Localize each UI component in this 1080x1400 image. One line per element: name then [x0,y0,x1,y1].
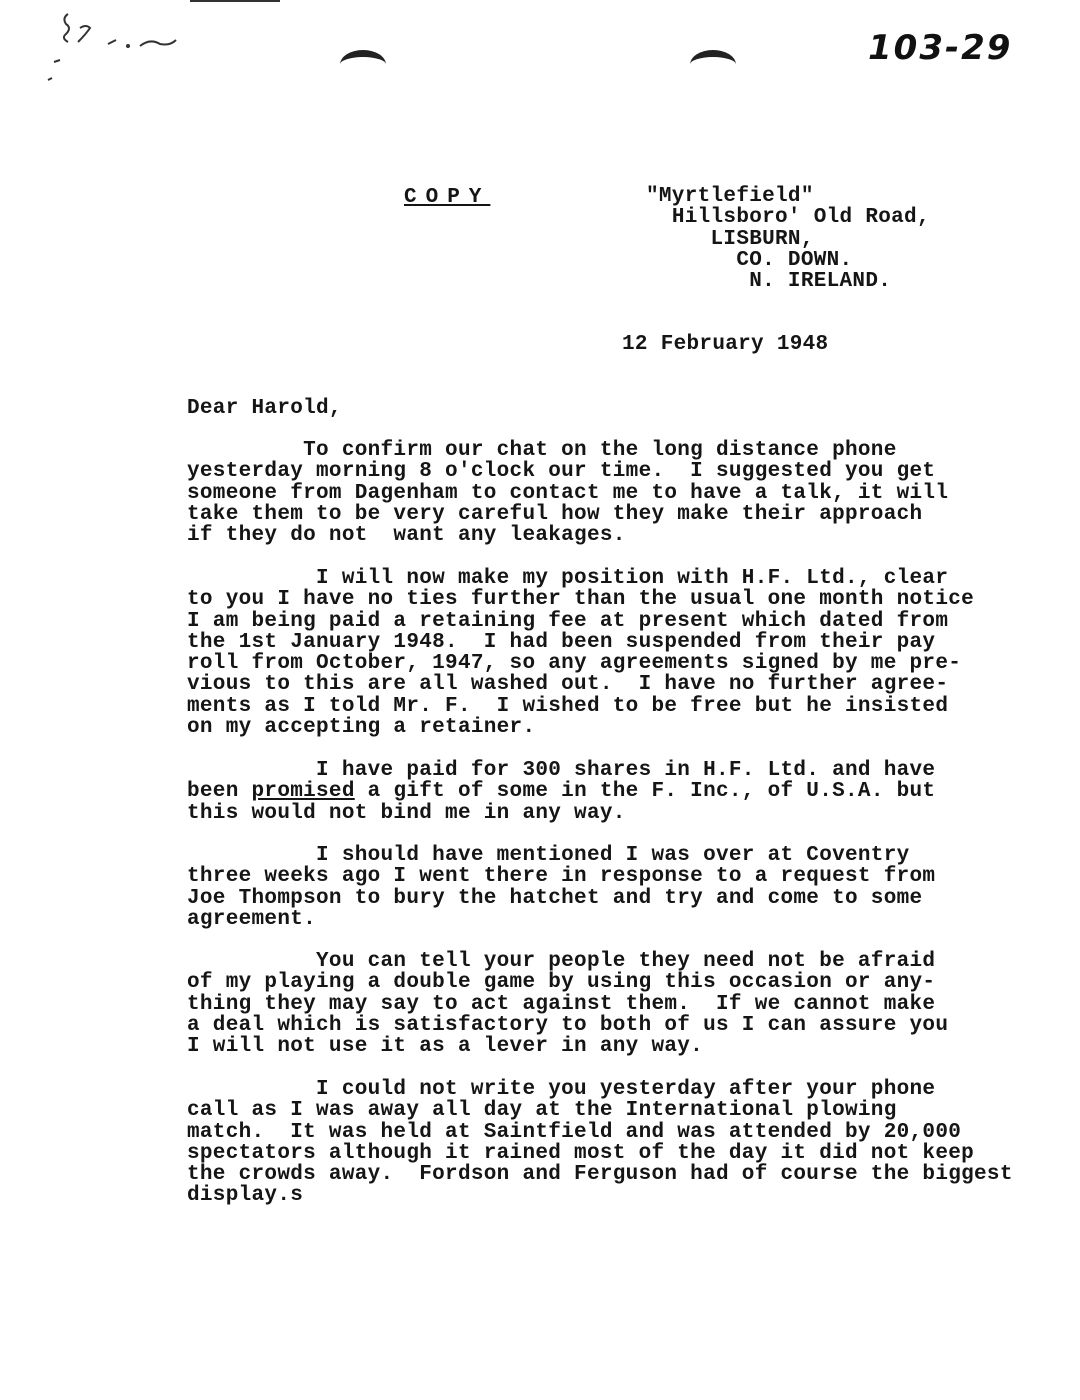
salutation: Dear Harold, [187,397,342,420]
paragraph-4 [187,845,935,930]
address-line [646,228,711,251]
text-line: match. It was held at Saintfield and was attended by 20,000 [187,1120,962,1144]
text-segment: been [187,780,252,804]
top-edge-mark [190,0,280,2]
copy-heading: COPY [404,186,491,209]
handwritten-scribble [40,6,190,86]
text-line: this would not bind me in any way. [187,801,626,825]
text-line: I should have mentioned I was over at Coventry [187,844,910,867]
address-line: LISBURN, [710,227,814,251]
text-line: spectators although it rained most of the day it did not keep [187,1141,975,1165]
text-line: someone from Dagenham to contact me to have a talk, it will [187,481,949,505]
text-line: the crowds away. Fordson and Ferguson had of course the biggest [187,1163,1013,1187]
text-line: vious to this are all washed out. I have no further agree- [187,673,949,697]
text-line: the 1st January 1948. I had been suspended from their pay [187,630,936,654]
sender-address [646,186,930,292]
text-line: I will not use it as a lever in any way. [187,1035,704,1059]
address-line: CO. DOWN. [736,248,853,272]
paragraph-5 [187,951,948,1057]
text-line: of my playing a double game by using this occasion or any- [187,971,936,995]
address-line: "Myrtlefield" [646,185,814,208]
paragraph-6 [187,1079,1013,1207]
text-line: You can tell your people they need not be afraid [187,950,936,973]
text-line: ments as I told Mr. F. I wished to be free but he insisted [187,694,949,718]
text-segment: a gift of some in the F. Inc., of U.S.A. but [354,780,936,804]
text-line: Joe Thompson to bury the hatchet and try and come to some [187,886,923,910]
text-line: take them to be very careful how they make their approach [187,502,923,526]
paragraph-2 [187,568,974,738]
text-line: a deal which is satisfactory to both of us I can assure you [187,1013,949,1037]
address-line [646,270,749,293]
text-line: call as I was away all day at the International plowing [187,1099,897,1123]
text-line: I will now make my position with H.F. Ltd., clear [187,567,949,590]
text-line: yesterday morning 8 o'clock our time. I suggested you get [187,460,936,484]
text-line: I am being paid a retaining fee at present which dated from [187,609,949,633]
text-line: roll from October, 1947, so any agreements signed by me pre- [187,652,962,676]
underlined-word: promised [251,780,355,804]
text-line: three weeks ago I went there in response to a request from [187,865,936,889]
reference-number: 103-29 [868,28,1013,68]
text-line: thing they may say to act against them. If we cannot make [187,992,936,1016]
letter-date: 12 February 1948 [622,333,829,356]
text-line: I could not write you yesterday after your phone [187,1078,936,1101]
text-line: on my accepting a retainer. [187,716,536,740]
text-line: agreement. [187,907,317,931]
text-line: to you I have no ties further than the usual one month notice [187,588,975,612]
paragraph-1 [187,440,948,546]
paragraph-3 [187,760,935,824]
address-line [646,249,736,272]
punch-hole-mark-right [690,50,736,79]
text-line: if they do not want any leakages. [187,524,626,548]
address-line: N. IRELAND. [749,270,892,294]
text-line: I have paid for 300 shares in H.F. Ltd. and have [187,759,936,782]
text-line: display.s [187,1184,304,1208]
text-line: To confirm our chat on the long distance phone [187,439,897,462]
address-line [646,206,672,229]
punch-hole-mark-left [340,50,386,79]
address-line: Hillsboro' Old Road, [671,206,930,230]
